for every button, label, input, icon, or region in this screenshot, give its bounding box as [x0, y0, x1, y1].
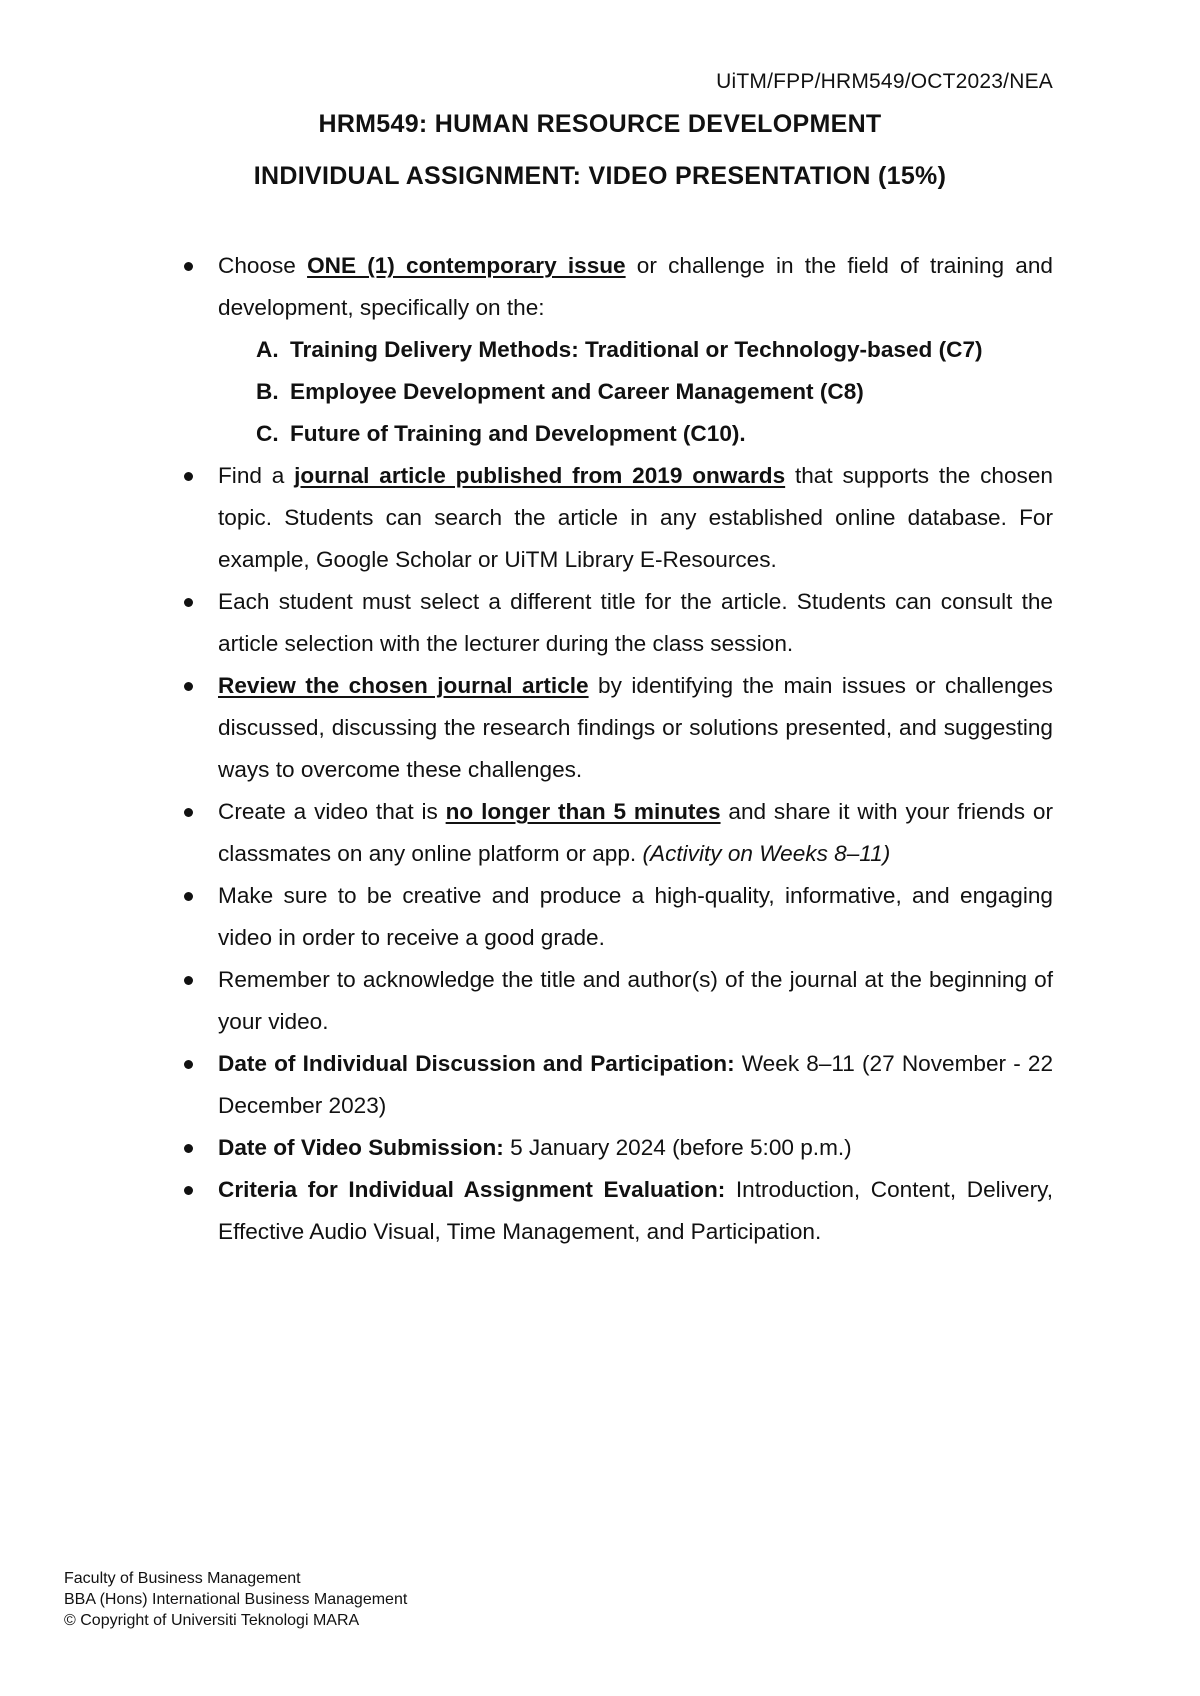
bullet-icon: [184, 808, 193, 817]
bullet-icon: [184, 598, 193, 607]
discussion-date: Date of Individual Discussion and Participation: Week 8–11 (27 November - 22 December 2023): [180, 1043, 1053, 1127]
topic-option-a: A. Training Delivery Methods: Traditional or Technology-based (C7): [256, 337, 983, 362]
footer-faculty: Faculty of Business Management: [64, 1570, 301, 1587]
submission-date: Date of Video Submission: 5 January 2024 (before 5:00 p.m.): [180, 1127, 1053, 1169]
instruction-be-creative: Make sure to be creative and produce a high-quality, informative, and engaging video in order to receive a good grade.: [180, 875, 1053, 959]
bullet-icon: [184, 682, 193, 691]
footer-copyright: © Copyright of Universiti Teknologi MARA: [64, 1612, 360, 1629]
bullet-icon: [184, 472, 193, 481]
bullet-icon: [184, 976, 193, 985]
instructions-list: [180, 245, 1053, 1253]
instruction-find-article: Find a journal article published from 2019 onwards that supports the chosen topic. Students can search the article in any established online database. For example, Google Scholar or UiTM Library E-Resources.: [180, 455, 1053, 581]
bullet-icon: [184, 1186, 193, 1195]
emphasis-video-length: no longer than 5 minutes: [445, 799, 721, 824]
emphasis-review-article: Review the chosen journal article: [218, 673, 589, 698]
activity-weeks-note: (Activity on Weeks 8–11): [642, 841, 891, 866]
instruction-acknowledge-journal: Remember to acknowledge the title and author(s) of the journal at the beginning of your video.: [180, 959, 1053, 1043]
assignment-title: INDIVIDUAL ASSIGNMENT: VIDEO PRESENTATION (15%): [253, 162, 947, 190]
emphasis-contemporary-issue: ONE (1) contemporary issue: [307, 253, 626, 278]
course-title: HRM549: HUMAN RESOURCE DEVELOPMENT: [318, 110, 882, 138]
instruction-different-title: Each student must select a different title for the article. Students can consult the article selection with the lecturer during the class session.: [180, 581, 1053, 665]
instruction-create-video: Create a video that is no longer than 5 minutes and share it with your friends or classmates on any online platform or app. (Activity on Weeks 8–11): [180, 791, 1053, 875]
bullet-icon: [184, 1144, 193, 1153]
topic-option-b: B. Employee Development and Career Management (C8): [256, 379, 864, 404]
document-reference-code: UiTM/FPP/HRM549/OCT2023/NEA: [716, 70, 1053, 93]
instruction-choose-issue: Choose ONE (1) contemporary issue or challenge in the field of training and development, specifically on the: A. Training Delivery Methods: Traditional or Technology-based (C7) B. Employee Development and Career Management (C8) C. Future of Training and Development (C10).: [180, 245, 1053, 455]
bullet-icon: [184, 262, 193, 271]
topic-option-c: C. Future of Training and Development (C10).: [256, 421, 746, 446]
bullet-icon: [184, 1060, 193, 1069]
instruction-review-article: Review the chosen journal article by identifying the main issues or challenges discussed, discussing the research findings or solutions presented, and suggesting ways to overcome these challenges.: [180, 665, 1053, 791]
emphasis-article-date: journal article published from 2019 onwards: [294, 463, 786, 488]
bullet-icon: [184, 892, 193, 901]
evaluation-criteria: Criteria for Individual Assignment Evaluation: Introduction, Content, Delivery, Effective Audio Visual, Time Management, and Participation.: [180, 1169, 1053, 1253]
page-footer: [64, 1568, 407, 1631]
topic-options: [218, 329, 1053, 455]
footer-programme: BBA (Hons) International Business Management: [64, 1591, 408, 1608]
